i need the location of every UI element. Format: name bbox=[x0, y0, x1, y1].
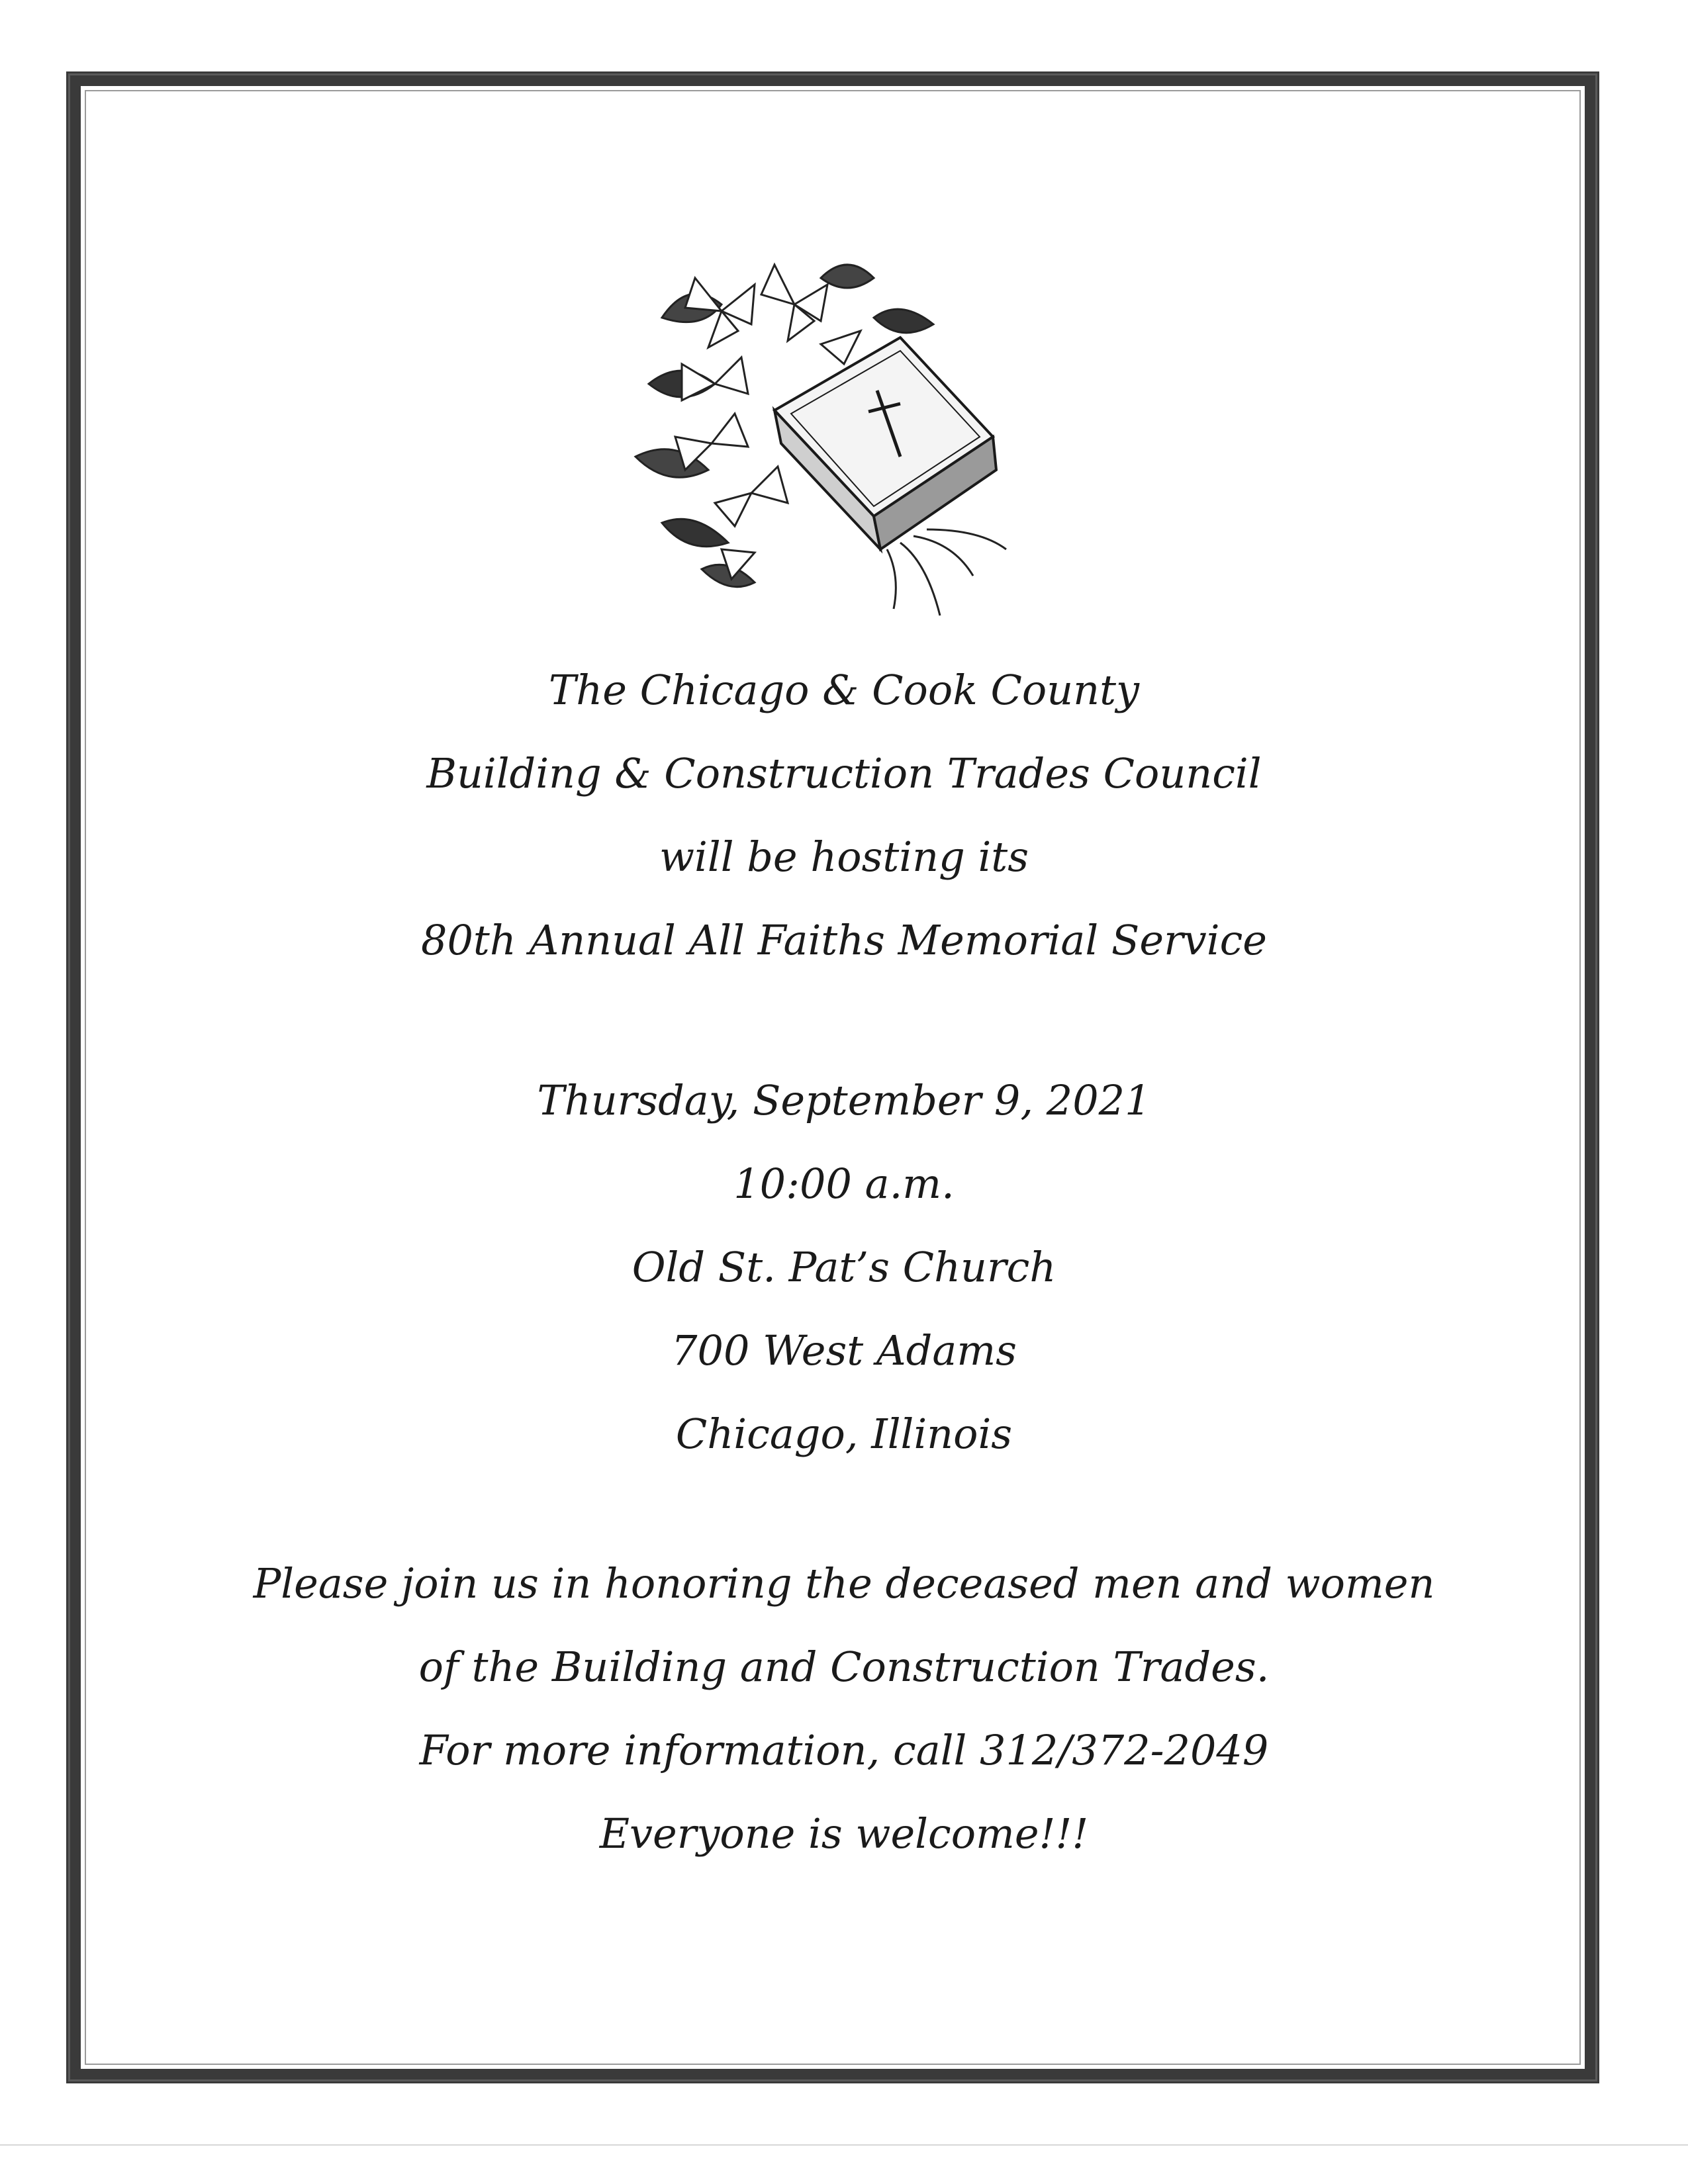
header-line-3: will be hosting its bbox=[659, 833, 1029, 881]
scan-edge-line bbox=[0, 2144, 1688, 2146]
event-city: Chicago, Illinois bbox=[675, 1410, 1013, 1458]
message-line-1: Please join us in honoring the deceased men and women bbox=[253, 1559, 1435, 1608]
event-address: 700 West Adams bbox=[671, 1326, 1017, 1375]
event-details bbox=[0, 1059, 1688, 1476]
event-venue: Old St. Pat’s Church bbox=[632, 1243, 1056, 1291]
bible-with-lilies-icon bbox=[622, 238, 1033, 635]
message-line-4: Everyone is welcome!!! bbox=[599, 1809, 1089, 1858]
event-header bbox=[0, 649, 1688, 982]
header-line-1: The Chicago & Cook County bbox=[548, 666, 1140, 714]
header-line-2: Building & Construction Trades Council bbox=[426, 749, 1262, 797]
event-date: Thursday, September 9, 2021 bbox=[537, 1076, 1151, 1124]
invitation-message bbox=[0, 1542, 1688, 1876]
message-line-2: of the Building and Construction Trades. bbox=[418, 1643, 1270, 1691]
header-line-4: 80th Annual All Faiths Memorial Service bbox=[421, 916, 1267, 964]
event-time: 10:00 a.m. bbox=[733, 1160, 955, 1208]
message-line-3: For more information, call 312/372-2049 bbox=[419, 1726, 1269, 1774]
